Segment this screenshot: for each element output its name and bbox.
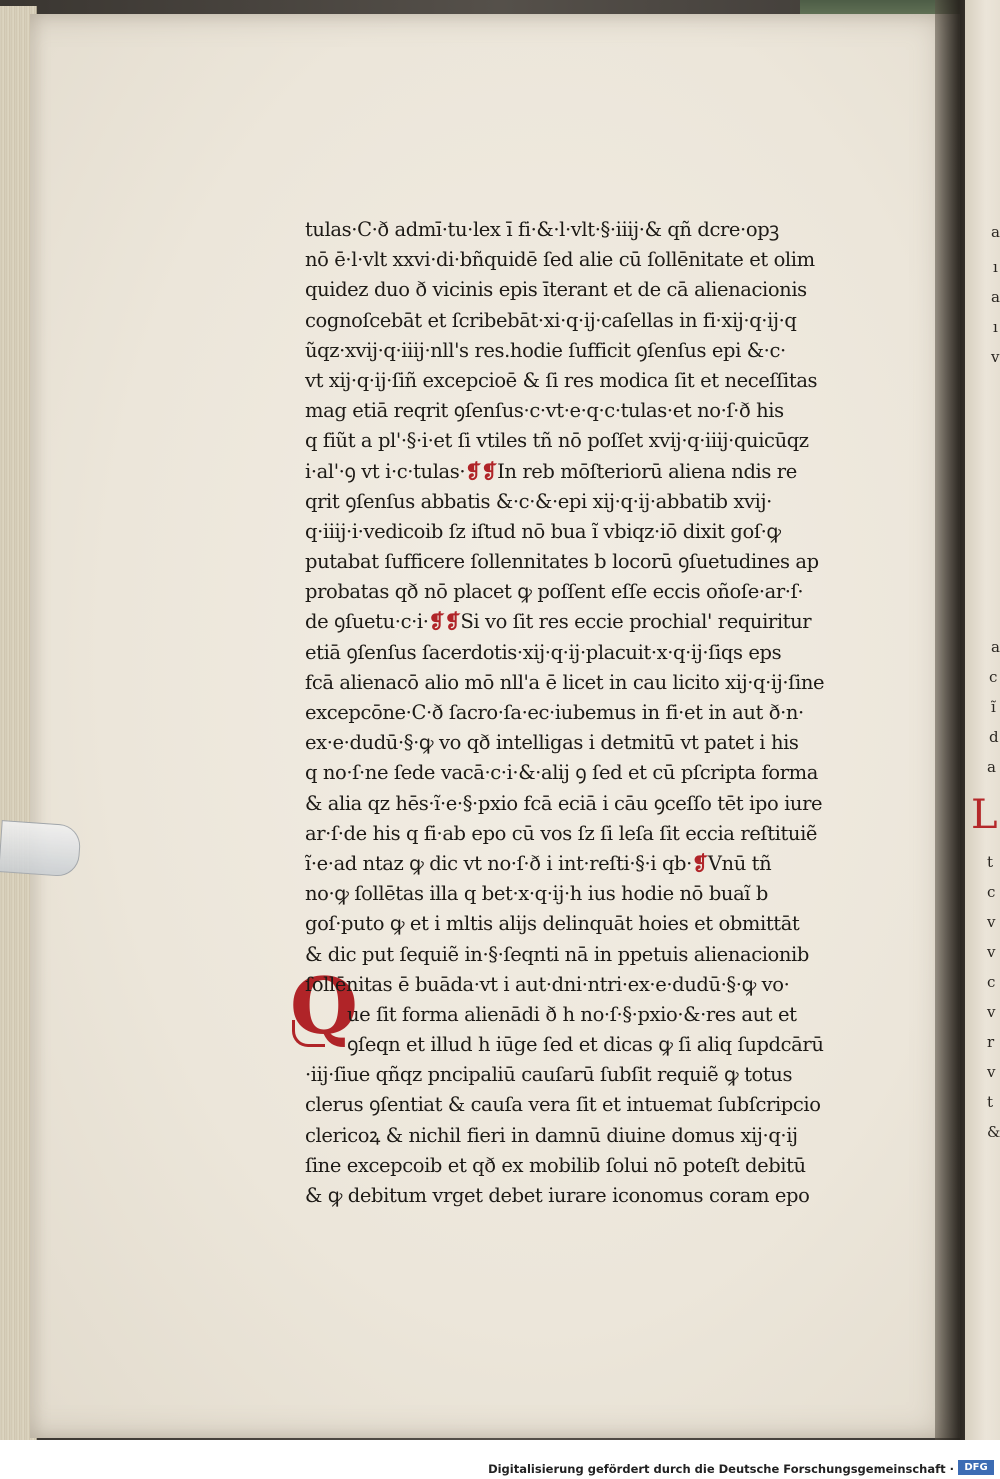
text-segment: In reb mōſteriorū aliena ndis re bbox=[497, 459, 797, 483]
paragraph-mark: ❡ bbox=[691, 851, 708, 875]
facing-text-fragment: v bbox=[987, 943, 996, 961]
text-line: vt xij·q·ij·ſiñ excepcioē & ſi res modica ſit et neceſſitas bbox=[305, 368, 818, 392]
dfg-logo-icon: DFG bbox=[958, 1460, 994, 1475]
text-line: fcā alienacō alio mō nll'a ē licet in cau licito xij·q·ij·ſine bbox=[305, 670, 825, 694]
text-line: & alia qz hēs·ĩ·e·§·pxio fcā eciā i cāu ꝯceſſo tēt ipo iure bbox=[305, 791, 823, 815]
text-line: ue ſit forma alienādi ð h no·ſ·§·pxio·&·res aut et bbox=[347, 1002, 797, 1026]
paragraph-mark: ❡❡ bbox=[428, 610, 461, 634]
text-segment: Vnū tñ bbox=[707, 851, 772, 875]
text-line: q no·ſ·ne ſede vacā·c·i·&·alij ꝯ ſed et cū pſcripta forma bbox=[305, 761, 818, 785]
facing-text-fragment: a bbox=[987, 758, 996, 776]
text-line: clericoꝝ & nichil fieri in damnū diuine domus xij·q·ij bbox=[305, 1123, 798, 1147]
text-line: goſ·puto ꝙ et i mltis alijs delinquāt hoies et obmittāt bbox=[305, 912, 800, 936]
facing-text-fragment: v bbox=[987, 1003, 996, 1021]
facing-text-fragment: ĩ bbox=[991, 698, 996, 716]
text-line: etiā ꝯſenſus ſacerdotis·xij·q·ij·placuit·x·q·ij·ſiqs eps bbox=[305, 640, 782, 664]
text-line: qrit ꝯſenſus abbatis &·c·&·epi xij·q·ij·abbatib xvij· bbox=[305, 489, 772, 513]
text-column bbox=[305, 215, 905, 1211]
paragraph-mark: ❡❡ bbox=[465, 459, 498, 483]
text-line: quidez duo ð vicinis epis īterant et de cā alienacionis bbox=[305, 278, 807, 302]
facing-text-fragment: v bbox=[991, 348, 1000, 366]
facing-text-fragment: c bbox=[987, 883, 996, 901]
facing-text-fragment: t bbox=[987, 853, 994, 871]
text-line: putabat ſufficere ſollennitates b locorū ꝯſuetudines ap bbox=[305, 550, 819, 574]
text-segment: i·al'·ꝯ vt i·c·tulas· bbox=[305, 459, 466, 483]
text-line bbox=[305, 457, 905, 487]
text-line: excepcōne·C·ð ſacro·ſa·ec·iubemus in fi·et in aut ð·n· bbox=[305, 701, 804, 724]
facing-text-fragment: d bbox=[989, 728, 999, 746]
dfg-credit-text: Digitalisierung gefördert durch die Deutsche Forschungsgemeinschaft · bbox=[488, 1462, 954, 1476]
text-line bbox=[305, 607, 905, 637]
text-line: nō ē·l·vlt xxvi·di·bñquidē ſed alie cū ſollēnitate et olim bbox=[305, 248, 815, 272]
facing-text-fragment: v bbox=[987, 1063, 996, 1081]
text-line: mag etiā reqrit ꝯſenſus·c·vt·e·q·c·tulas·et no·ſ·ð his bbox=[305, 399, 784, 423]
text-line: & dic put ſequiẽ in·§·ſeqnti nā in ppetuis alienacionib bbox=[305, 942, 809, 966]
facing-text-fragment: a bbox=[991, 638, 1000, 656]
text-line: cognoſcebāt et ſcribebāt·xi·q·ij·caſellas in fi·xij·q·ij·q bbox=[305, 308, 797, 332]
text-line: clerus ꝯſentiat & cauſa vera ſit et intuemat ſubſcripcio bbox=[305, 1093, 821, 1117]
facing-text-fragment: ı bbox=[993, 258, 998, 276]
facing-text-fragment: & bbox=[987, 1123, 1000, 1141]
facing-text-fragment: ı bbox=[993, 318, 998, 336]
facing-page bbox=[965, 0, 1000, 1440]
text-segment: Si vo ſit res eccie prochial' requiritur bbox=[460, 610, 812, 634]
text-line: ·iij·ſiue qñqz pncipaliū cauſarū ſubſit requiẽ ꝙ totus bbox=[305, 1063, 793, 1087]
text-line: tulas·C·ð admī·tu·lex ī fi·&·l·vlt·§·iiij·& qñ dcre·opꝫ bbox=[305, 218, 779, 241]
text-line: ar·ſ·de his q fi·ab epo cū vos ſz ſi leſa ſit eccia reſtituiẽ bbox=[305, 821, 818, 845]
facing-red-initial: L bbox=[971, 792, 998, 838]
text-line: ſollēnitas ē buāda·vt i aut·dni·ntri·ex·e·dudū·§·ꝙ vo· bbox=[305, 972, 790, 996]
text-line: ꝯſeqn et illud h iūge ſed et dicas ꝙ ſi aliq ſupdcārū bbox=[347, 1033, 824, 1057]
facing-text-fragment: c bbox=[989, 668, 998, 686]
facing-text-fragment: v bbox=[987, 913, 996, 931]
facing-text-fragment: c bbox=[987, 973, 996, 991]
text-line: ũqz·xvij·q·iiij·nll's res.hodie ſufficit ꝯſenſus epi &·c· bbox=[305, 338, 786, 362]
text-line: no·ꝙ ſollētas illa q bet·x·q·ij·h ius hodie nō buaĩ b bbox=[305, 882, 769, 906]
text-line: q fiũt a pl'·§·i·et ſi vtiles tñ nō poſſet xvij·q·iiij·quicūqz bbox=[305, 429, 809, 453]
text-segment: ĩ·e·ad ntaz ꝙ dic vt no·ſ·ð i int·reſti·§·i qb· bbox=[305, 851, 692, 875]
rubricated-initial: Q bbox=[290, 961, 358, 1052]
facing-text-fragment: r bbox=[987, 1033, 995, 1051]
facing-text-fragment: a bbox=[991, 288, 1000, 306]
text-line: probatas qð nō placet ꝙ poſſent eſſe eccis oñoſe·ar·ſ· bbox=[305, 580, 804, 604]
text-line: ſine excepcoib et qð ex mobilib ſolui nō poteſt debitū bbox=[305, 1153, 806, 1177]
bookmark-tab bbox=[0, 820, 82, 877]
text-segment: de ꝯſuetu·c·i· bbox=[305, 610, 429, 634]
footer-bar bbox=[0, 1440, 1000, 1479]
facing-text-fragment: a bbox=[991, 223, 1000, 241]
facing-text-fragment: t bbox=[987, 1093, 994, 1111]
text-line: & ꝙ debitum vrget debet iurare iconomus coram epo bbox=[305, 1184, 810, 1207]
text-line: ex·e·dudū·§·ꝙ vo qð intelligas i detmitū vt patet i his bbox=[305, 731, 799, 755]
text-line: q·iiij·i·vedicoib ſz iſtud nō bua ĩ vbiqz·iō dixit goſ·ꝙ bbox=[305, 519, 781, 543]
text-line bbox=[305, 849, 905, 879]
